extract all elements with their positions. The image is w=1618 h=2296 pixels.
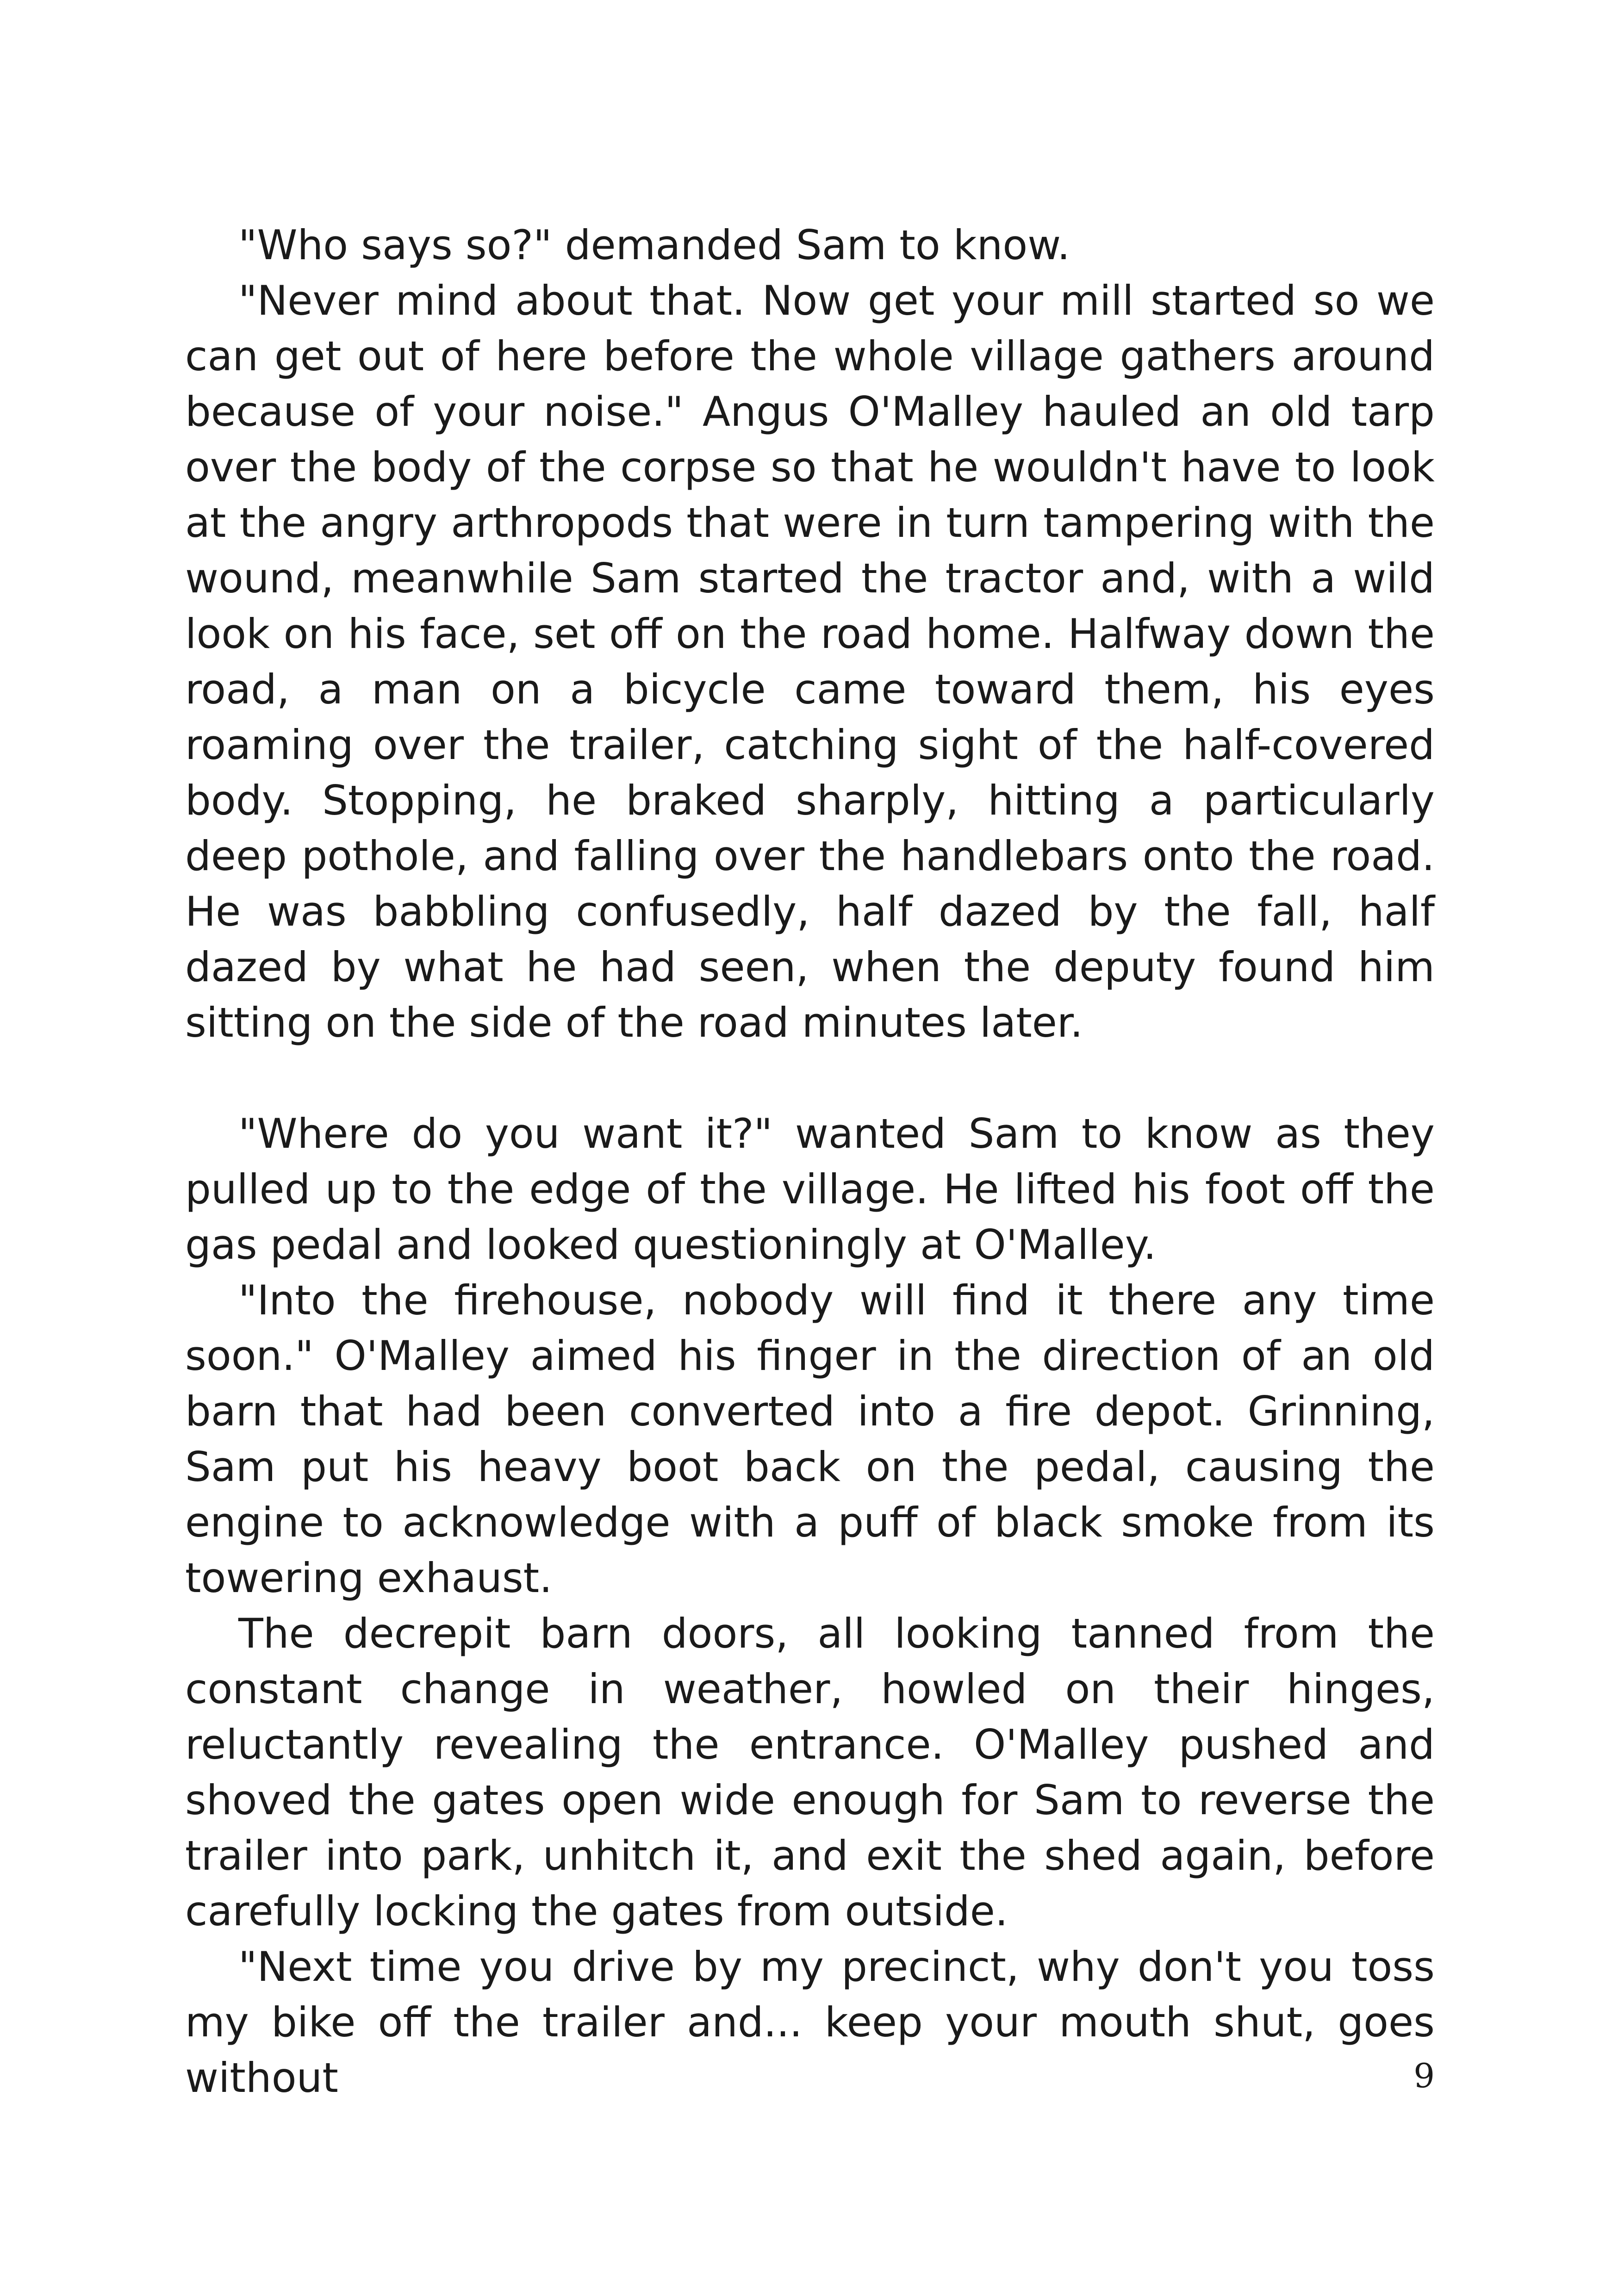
paragraph-4: "Into the firehouse, nobody will find it there any time soon." O'Malley aimed his finger in the direction of an old barn that had been converted into a fire depot. Grinning, Sam put his heavy boot back on the pedal, causing the engine to acknowledge with a puff of black smoke from its towering exhaust. [185,1276,1435,1602]
paragraph-3: "Where do you want it?" wanted Sam to know as they pulled up to the edge of the village. He lifted his foot off the gas pedal and looked questioningly at O'Malley. [185,1110,1435,1269]
body-text [185,218,1435,2106]
paragraph-5: The decrepit barn doors, all looking tanned from the constant change in weather, howled on their hinges, reluctantly revealing the entrance. O'Malley pushed and shoved the gates open wide enough for Sam to reverse the trailer into park, unhitch it, and exit the shed again, before carefully locking the gates from outside. [185,1610,1435,1935]
paragraph-2: "Never mind about that. Now get your mill started so we can get out of here before the whole village gathers around because of your noise." Angus O'Malley hauled an old tarp over the body of the corpse so that he wouldn't have to look at the angry arthropods that were in turn tampering with the wound, meanwhile Sam started the tractor and, with a wild look on his face, set off on the road home. Halfway down the road, a man on a bicycle came toward them, his eyes roaming over the trailer, catching sight of the half-covered body. Stopping, he braked sharply, hitting a particularly deep pothole, and falling over the handlebars onto the road. He was babbling confusedly, half dazed by the fall, half dazed by what he had seen, when the deputy found him sitting on the side of the road minutes later. [185,277,1435,1046]
paragraph-6: "Next time you drive by my precinct, why don't you toss my bike off the trailer and... keep your mouth shut, goes without [185,1943,1435,2102]
paragraph-1: "Who says so?" demanded Sam to know. [238,221,1070,269]
page-number: 9 [1413,2056,1435,2095]
